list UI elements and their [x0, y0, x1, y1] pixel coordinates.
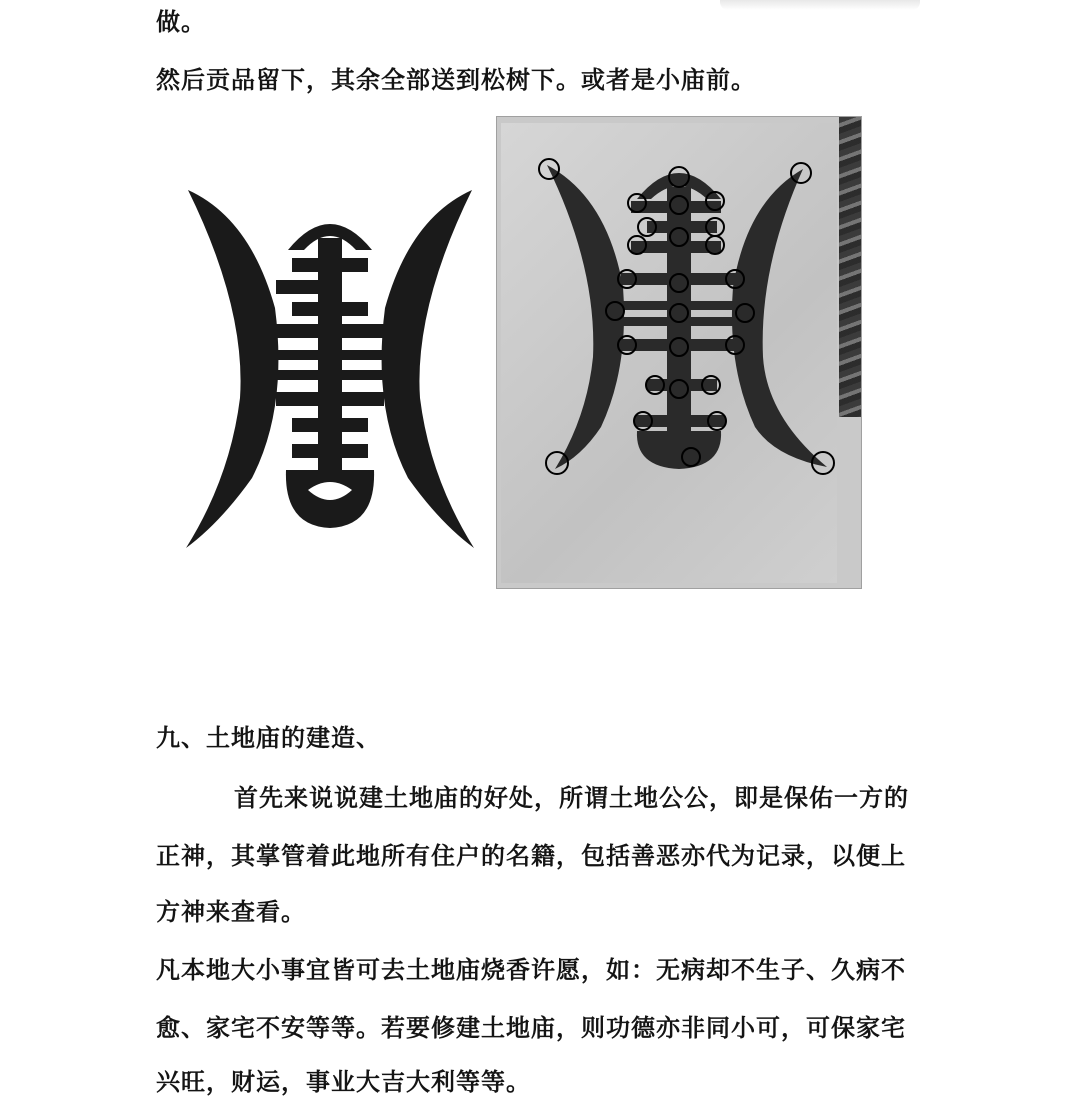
section-heading: 九、土地庙的建造、	[156, 723, 381, 752]
paragraph-2-line-1: 凡本地大小事宜皆可去土地庙烧香许愿，如：无病却不生子、久病不	[156, 955, 906, 984]
talisman-figure-left	[180, 178, 480, 553]
paragraph-1-line-3: 方神来查看。	[156, 897, 306, 926]
paragraph-1-line-2: 正神，其掌管着此地所有住户的名籍，包括善恶亦代为记录，以便上	[156, 841, 906, 870]
scan-smudge	[720, 0, 920, 10]
circled-talisman-icon	[497, 117, 861, 588]
paragraph-2-line-3: 兴旺，财运，事业大吉大利等等。	[156, 1067, 531, 1096]
talisman-photo-right	[496, 116, 862, 589]
paragraph-2-line-2: 愈、家宅不安等等。若要修建土地庙，则功德亦非同小可，可保家宅	[156, 1013, 906, 1042]
text-fragment: 做。	[156, 7, 206, 36]
paragraph-1-line-1: 首先来说说建土地庙的好处，所谓土地公公，即是保佑一方的	[234, 783, 909, 812]
talisman-symbol-icon	[180, 178, 480, 553]
instruction-text: 然后贡品留下，其余全部送到松树下。或者是小庙前。	[156, 65, 756, 94]
